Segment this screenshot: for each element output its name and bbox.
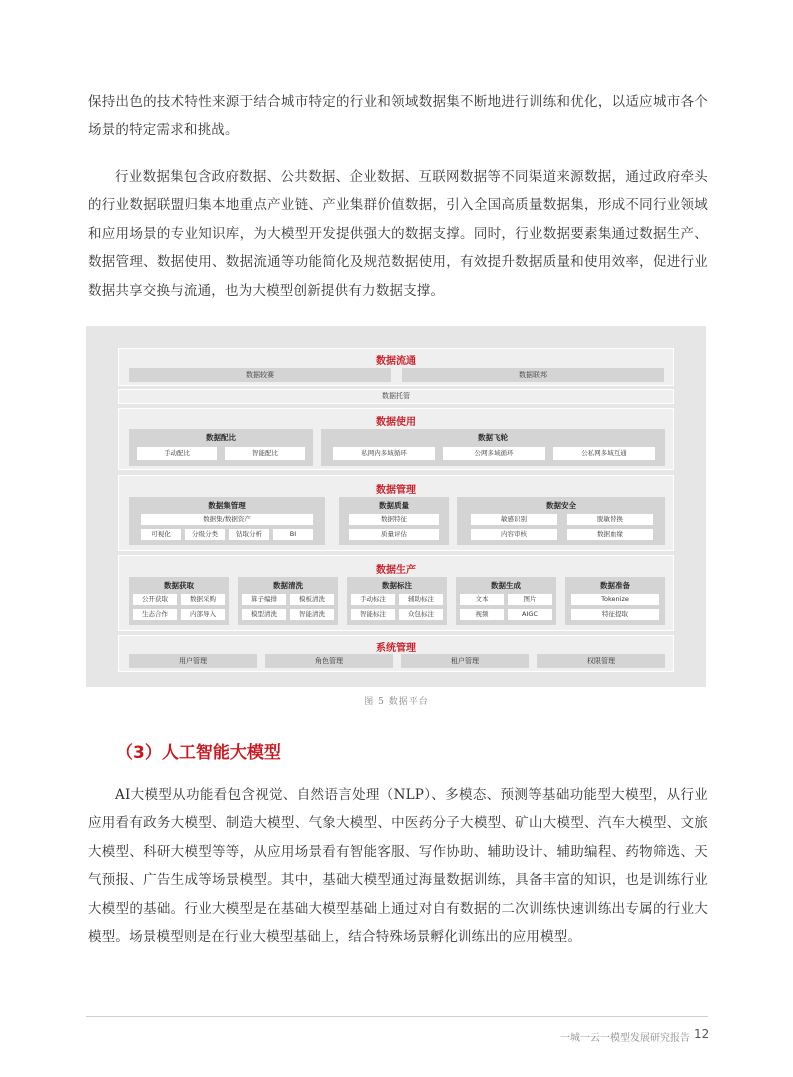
cell: 手动标注 xyxy=(351,594,395,605)
group-title: 数据配比 xyxy=(206,433,236,442)
system-item: 租户管理 xyxy=(401,654,529,668)
cell: BI xyxy=(273,529,313,540)
cell: 视频 xyxy=(460,609,504,620)
cell: 图片 xyxy=(508,594,552,605)
cell: 模型清洗 xyxy=(242,609,286,620)
cell: AIGC xyxy=(508,609,552,620)
cell: 智能配比 xyxy=(225,447,305,460)
paragraph-industry-dataset: 行业数据集包含政府数据、公共数据、企业数据、互联网数据等不同渠道来源数据，通过政府牵头的行业数据联盟归集本地重点产业链、产业集群价值数据，引入全国高质量数据集，形成不同行业领域和应用场景的专业知识库，为大模型开发提供强大的数据支撑。同时，行业数据要素集通过数据生产、数据管理、数据使用、数据流通等功能简化及规范数据使用，有效提升数据质量和使用效率，促进行业数据共享交换与流通，也为大模型创新提供有力数据支撑。 xyxy=(88,169,708,299)
hosting-label: 数据托管 xyxy=(382,392,410,400)
group-dataset-management xyxy=(129,497,325,545)
cell: 辅助标注 xyxy=(399,594,443,605)
group-title: 数据准备 xyxy=(600,581,630,590)
section-data-production xyxy=(118,555,674,631)
cell: 数据特征 xyxy=(349,514,439,525)
group-title: 数据清洗 xyxy=(273,581,303,590)
cell: 智能清洗 xyxy=(290,609,334,620)
figure-caption: 图 5 数据平台 xyxy=(364,697,429,707)
cell: 分级分类 xyxy=(185,529,225,540)
section-title: 数据管理 xyxy=(376,485,416,496)
cell: 敏感识别 xyxy=(471,514,557,525)
group-title: 数据质量 xyxy=(379,501,409,510)
footer-divider xyxy=(86,1016,708,1017)
group-data-security xyxy=(457,497,665,545)
cell: 特征提取 xyxy=(571,609,659,620)
group-data-clean xyxy=(238,577,338,625)
cell: 公开获取 xyxy=(133,594,177,605)
cell: 公私网多域互通 xyxy=(553,447,655,460)
group-data-quality xyxy=(339,497,449,545)
group-data-prepare xyxy=(565,577,665,625)
system-item: 角色管理 xyxy=(265,654,393,668)
section-heading: （3）人工智能大模型 xyxy=(116,743,281,763)
cell: 内部导入 xyxy=(181,609,225,620)
system-item: 用户管理 xyxy=(129,654,257,668)
section-data-hosting xyxy=(118,389,674,404)
system-item: 权限管理 xyxy=(537,654,665,668)
footer-report-title: 一城一云一模型发展研究报告 xyxy=(560,1033,690,1044)
group-title: 数据飞轮 xyxy=(478,433,508,442)
cell: 数据血缘 xyxy=(567,529,653,540)
flow-item: 数据联邦 xyxy=(402,368,664,382)
cell: 文本 xyxy=(460,594,504,605)
cell: 手动配比 xyxy=(137,447,217,460)
cell: 生态合作 xyxy=(133,609,177,620)
cell: 众包标注 xyxy=(399,609,443,620)
group-data-match xyxy=(129,429,313,466)
group-data-generate xyxy=(456,577,556,625)
group-title: 数据标注 xyxy=(382,581,412,590)
section-title: 数据生产 xyxy=(376,565,416,576)
cell: 脱敏替换 xyxy=(567,514,653,525)
group-title: 数据集管理 xyxy=(208,501,246,510)
cell: 模板清洗 xyxy=(290,594,334,605)
cell: Tokenize xyxy=(571,594,659,605)
paragraph-intro-end: 保持出色的技术特性来源于结合城市特定的行业和领域数据集不断地进行训练和优化，以适应城市各个场景的特定需求和挑战。 xyxy=(88,94,708,139)
section-data-usage xyxy=(118,408,674,470)
cell: 内容审核 xyxy=(471,529,557,540)
section-system-management xyxy=(118,635,674,672)
group-title: 数据获取 xyxy=(164,581,194,590)
cell: 公网多域循环 xyxy=(443,447,545,460)
group-data-acquire xyxy=(129,577,229,625)
cell: 算子编排 xyxy=(242,594,286,605)
page-number: 12 xyxy=(694,1027,710,1041)
group-data-flywheel xyxy=(321,429,665,466)
cell: 质量评估 xyxy=(349,529,439,540)
flow-item: 数据较赛 xyxy=(129,368,391,382)
section-title: 数据流通 xyxy=(376,356,416,367)
cell: 可视化 xyxy=(141,529,181,540)
group-title: 数据生成 xyxy=(491,581,521,590)
cell: 数据集/数据资产 xyxy=(141,514,313,525)
cell: 私网内多域循环 xyxy=(333,447,435,460)
cell: 智能标注 xyxy=(351,609,395,620)
section-data-management xyxy=(118,475,674,551)
cell: 数据采购 xyxy=(181,594,225,605)
section-title: 数据使用 xyxy=(376,417,416,428)
section-data-flow xyxy=(118,348,674,386)
section-title: 系统管理 xyxy=(376,643,416,654)
data-platform-diagram xyxy=(86,326,706,687)
paragraph-ai-models: AI大模型从功能看包含视觉、自然语言处理（NLP）、多模态、预测等基础功能型大模型，从行业应用看有政务大模型、制造大模型、气象大模型、中医药分子大模型、矿山大模型、汽车大模型、文旅大模型、科研大模型等等，从应用场景看有智能客服、写作协助、辅助设计、辅助编程、药物筛选、天气预报、广告生成等场景模型。其中，基础大模型通过海量数据训练，具备丰富的知识，也是训练行业大模型的基础。行业大模型是在基础大模型基础上通过对自有数据的二次训练快速训练出专属的行业大模型。场景模型则是在行业大模型基础上，结合特殊场景孵化训练出的应用模型。 xyxy=(88,787,708,946)
cell: 钻取分析 xyxy=(229,529,269,540)
group-title: 数据安全 xyxy=(546,501,576,510)
group-data-label xyxy=(347,577,447,625)
